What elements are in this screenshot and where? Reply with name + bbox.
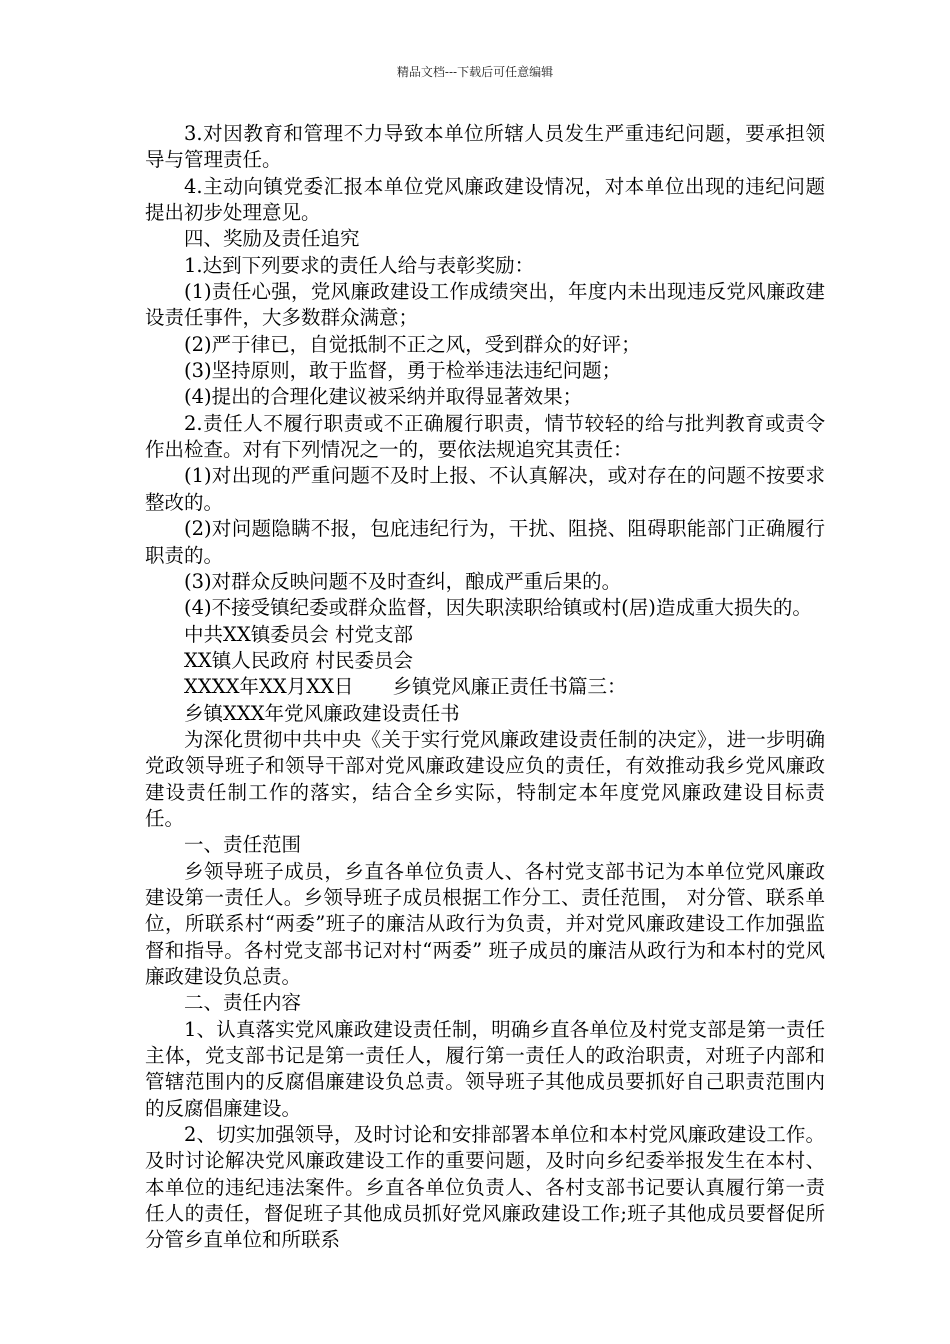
- paragraph: (2)严于律已，自觉抵制不正之风，受到群众的好评；: [184, 332, 641, 356]
- section-heading: 二、责任内容: [184, 991, 302, 1015]
- paragraph: 乡领导班子成员，乡直各单位负责人、各村党支部书记为本单位党风廉政建设第一责任人。乡领导班子成员根据工作分工、责任范围， 对分管、联系单位，所联系村“两委”班子的廉洁从政行为负责，并对党风廉政建设工作加强监督和指导。各村党支部书记对村“两委” 班子成员的廉洁从政行为和本村的党风廉政建设负总责。: [145, 859, 825, 988]
- paragraph: (1)责任心强，党风廉政建设工作成绩突出，年度内未出现违反党风廉政建设责任事件，大多数群众满意；: [145, 280, 825, 330]
- paragraph: 4.主动向镇党委汇报本单位党风廉政建设情况，对本单位出现的违纪问题提出初步处理意见。: [145, 174, 825, 225]
- paragraph: (4)提出的合理化建议被采纳并取得显著效果；: [184, 385, 583, 409]
- section-heading: 一、责任范围: [184, 833, 302, 857]
- document-title: 乡镇XXX年党风廉政建设责任书: [184, 701, 460, 725]
- paragraph: 为深化贯彻中共中央《关于实行党风廉政建设责任制的决定》，进一步明确党政领导班子和领导干部对党风廉政建设应负的责任，有效推动我乡党风廉政建设责任制工作的落实，结合全乡实际，特制定本年度党风廉政建设目标责任。: [145, 727, 825, 830]
- paragraph: (2)对问题隐瞒不报，包庇违纪行为，干扰、阻挠、阻碍职能部门正确履行职责的。: [145, 517, 825, 567]
- paragraph: 2.责任人不履行职责或不正确履行职责，情节较轻的给与批判教育或责令作出检查。对有下列情况之一的，要依法规追究其责任：: [145, 411, 825, 462]
- paragraph: 1.达到下列要求的责任人给与表彰奖励：: [184, 253, 535, 277]
- section-heading: 四、奖励及责任追究: [184, 227, 360, 251]
- page-header: 精品文档---下载后可任意编辑: [396, 65, 554, 79]
- signature-line: XX镇人民政府 村民委员会: [184, 648, 413, 672]
- paragraph: 2、切实加强领导，及时讨论和安排部署本单位和本村党风廉政建设工作。及时讨论解决党风廉政建设工作的重要问题，及时向乡纪委举报发生在本村、本单位的违纪违法案件。乡直各单位负责人、各村支部书记要认真履行第一责任人的责任，督促班子其他成员抓好党风廉政建设工作;班子其他成员要督促所分管乡直单位和所联系: [145, 1123, 825, 1252]
- paragraph: (3)对群众反映问题不及时查纠，酿成严重后果的。: [184, 569, 622, 593]
- signature-line: 中共XX镇委员会 村党支部: [184, 622, 413, 646]
- paragraph: (4)不接受镇纪委或群众监督，因失职渎职给镇或村(居)造成重大损失的。: [184, 596, 812, 620]
- paragraph: 3.对因教育和管理不力导致本单位所辖人员发生严重违纪问题，要承担领导与管理责任。: [145, 122, 825, 172]
- paragraph: (1)对出现的严重问题不及时上报、不认真解决，或对存在的问题不按要求整改的。: [145, 464, 825, 514]
- paragraph: (3)坚持原则，敢于监督，勇于检举违法违纪问题；: [184, 359, 622, 383]
- paragraph: 1、认真落实党风廉政建设责任制，明确乡直各单位及村党支部是第一责任主体，党支部书记是第一责任人，履行第一责任人的政治职责，对班子内部和管辖范围内的反腐倡廉建设负总责。领导班子其他成员要抓好自己职责范围内的反腐倡廉建设。: [145, 1017, 825, 1120]
- document-body: [145, 121, 825, 1254]
- date-line: XXXX年XX月XX日 乡镇党风廉正责任书篇三：: [184, 675, 627, 699]
